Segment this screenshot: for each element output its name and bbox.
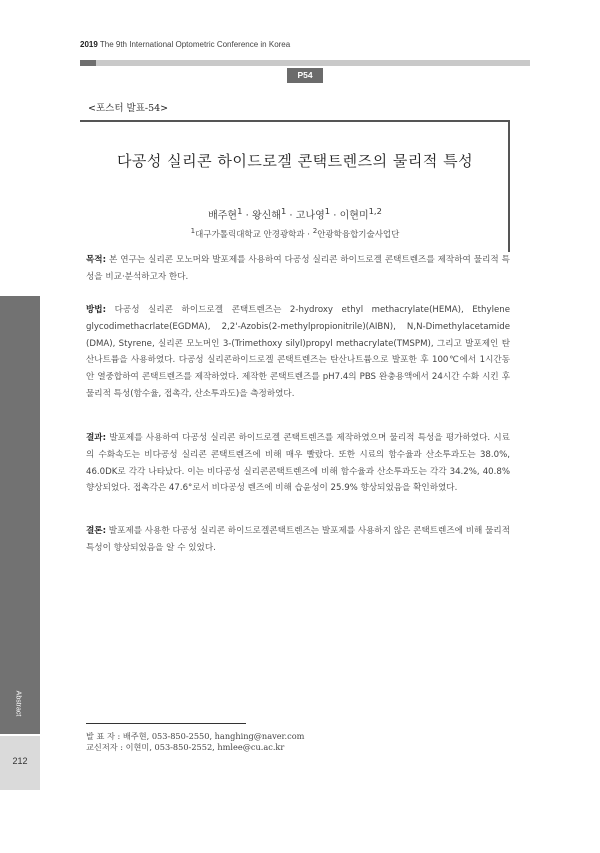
paragraph-text: 발포제를 사용하여 다공성 실리콘 하이드로겔 콘택트렌즈를 제작하였으며 물리적 특성을 평가하였다. 시료의 수화속도는 비다공성 실리콘 콘택트렌즈에 비해 매우 빨랐다. 또한 시료의 함수율과 산소투과도는 38.0%, 46.0DK로 각각 나타났다. 이는 비다공성 실리콘콘택트렌즈에 비해 함수율과 산소투과도는 각각 34.2%, 40.8% 향상되었다. 접촉각은 47.6°로서 비다공성 렌즈에 비해 습윤성이 25.9% 향상되었음을 확인하였다.: [86, 433, 510, 494]
section-label: <포스터 발표-54>: [88, 103, 169, 114]
affiliation-1: 대구가톨릭대학교 안경광학과: [195, 229, 305, 240]
sidebar-label: Abstract: [14, 690, 22, 717]
conference-year: 2019: [80, 40, 98, 49]
sidebar-strip: [0, 296, 40, 734]
header-bar-dark: [80, 60, 96, 66]
paragraph-text: 본 연구는 실리콘 모노머와 발포제를 사용하여 다공성 실리콘 하이드로겔 콘택트렌즈를 제작하여 물리적 특성을 비교·분석하고자 한다.: [86, 255, 510, 282]
author-name: 이현미: [339, 210, 369, 222]
author-separator: ·: [242, 210, 252, 222]
author-name: 고나영: [295, 210, 325, 222]
paper-title: 다공성 실리콘 하이드로겔 콘택트렌즈의 물리적 특성: [116, 152, 474, 170]
page-number: 212: [12, 756, 28, 766]
author-affil-sup: 1: [237, 206, 243, 216]
paragraph-text: 다공성 실리콘 하이드로겔 콘택트렌즈는 2-hydroxy ethyl methacrylate(HEMA), Ethylene glycodimethacrlate(EGDMA), 2,2'-Azobis(2-methylpropionitrile)(AIBN), N,N-Dimethylacetamide (DMA), Styrene, 실리콘 모노머인 3-(Trimethoxy silyl)propyl methacrylate(TMSPM), 그리고 발포제인 탄산나트륨을 사용하였다. 다공성 실리콘하이드로겔 콘택트렌즈는 탄산나트륨으로 발포한 후 100℃에서 1시간동안 열중합하여 콘택트렌즈를 제작하였다. 제작한 콘택트렌즈를 pH7.4의 PBS 완충용액에서 24시간 수화 시킨 후 물리적 특성(함수율, 접촉각, 산소투과도)을 측정하였다.: [86, 305, 510, 399]
author-name: 왕신해: [251, 210, 281, 222]
corresponding-footnote: 교신저자 : 이현미, 053-850-2552, hmlee@cu.ac.kr: [86, 742, 285, 752]
purpose-paragraph: [86, 252, 510, 286]
affiliations: [80, 226, 510, 240]
header-bar-light: [96, 60, 530, 66]
author-affil-sup: 1: [324, 206, 331, 216]
result-paragraph: [86, 430, 510, 497]
paragraph-label: 방법:: [86, 305, 107, 315]
affiliation-2: 안광학융합기술사업단: [317, 229, 400, 240]
affil-separator: ·: [304, 229, 313, 240]
presenter-footnote: 발 표 자 : 배주현, 053-850-2550, hanghing@naver.com: [86, 731, 305, 741]
conference-header: [80, 40, 290, 49]
author-affil-sup: 1,2: [368, 206, 382, 216]
author-affil-sup: 1: [280, 206, 287, 216]
author-name: 배주현: [208, 210, 238, 222]
paragraph-text: 발포제를 사용한 다공성 실리콘 하이드로겔콘택트렌즈는 발포제를 사용하지 않은 콘택트렌즈에 비해 물리적 특성이 향상되었음을 알 수 있었다.: [86, 526, 510, 553]
paragraph-label: 결론:: [86, 526, 107, 536]
affil-sup: 2: [312, 226, 318, 235]
author-separator: ·: [330, 210, 340, 222]
conclusion-paragraph: [86, 523, 510, 557]
paragraph-label: 결과:: [86, 433, 107, 443]
poster-badge: P54: [287, 68, 323, 83]
method-paragraph: [86, 302, 510, 403]
affil-sup: 1: [190, 226, 196, 235]
conference-name: The 9th International Optometric Conference in Korea: [97, 40, 291, 49]
author-list: [80, 206, 510, 221]
paragraph-label: 목적:: [86, 255, 107, 265]
author-separator: ·: [286, 210, 296, 222]
footnote-rule: [86, 723, 246, 724]
